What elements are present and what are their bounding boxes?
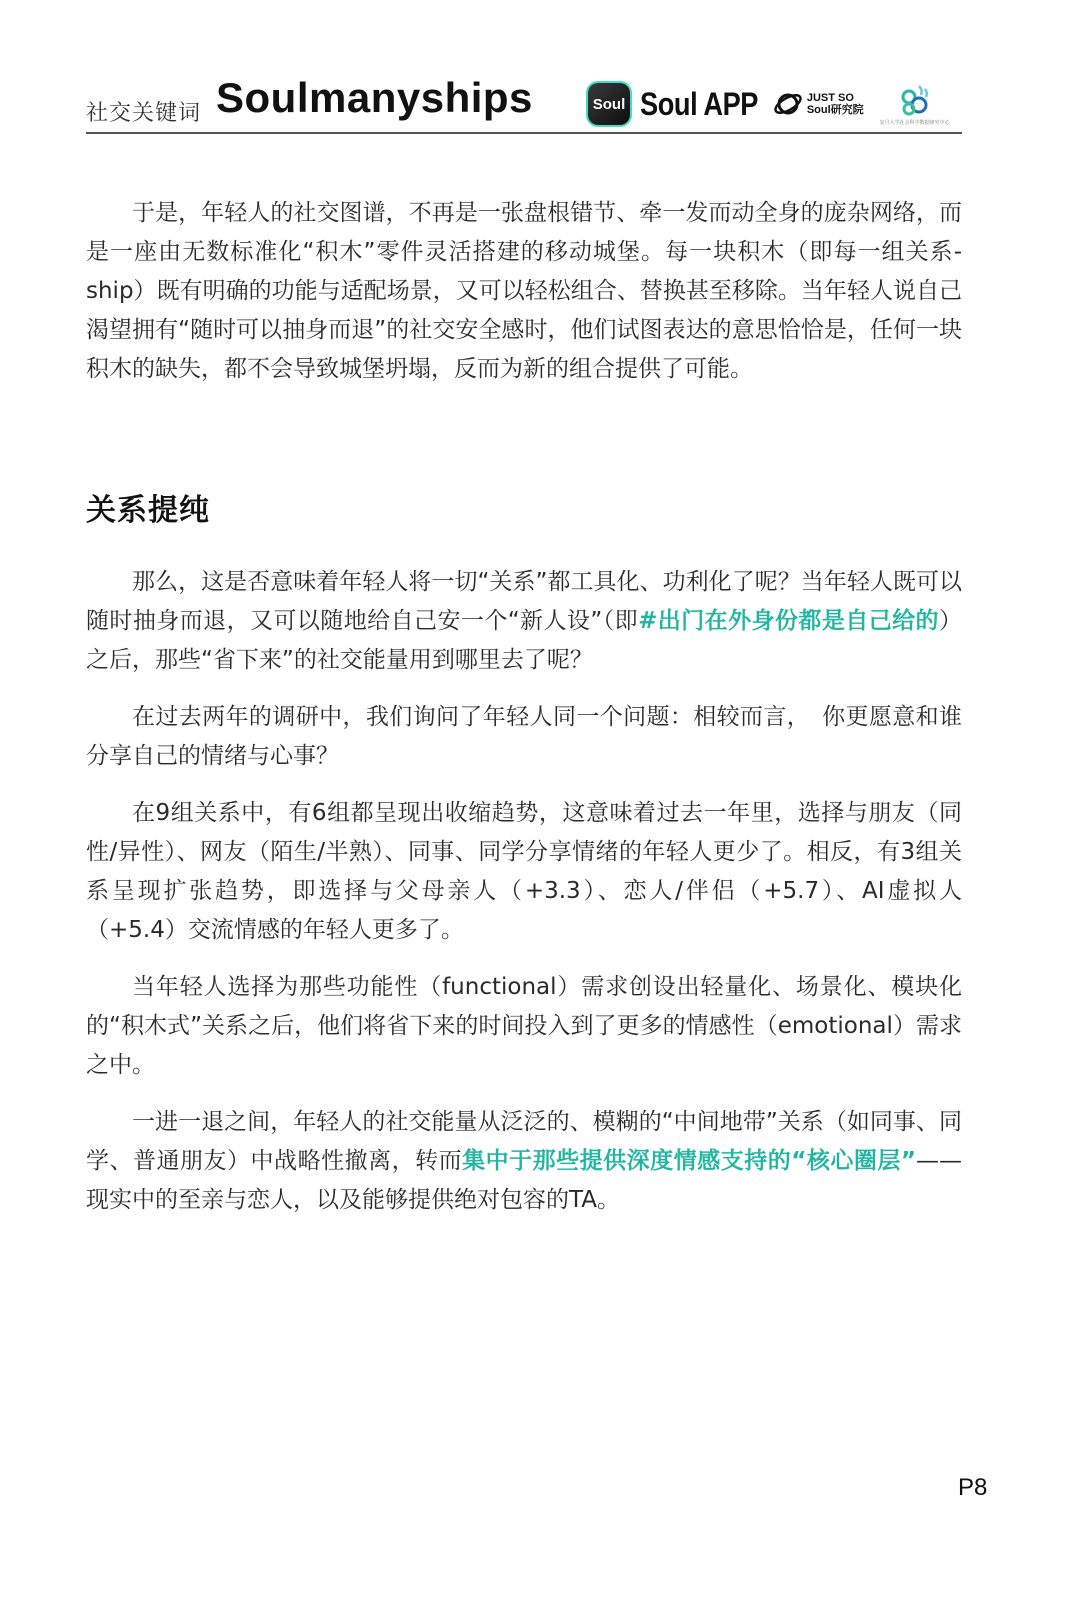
intro-paragraph: 于是，年轻人的社交图谱，不再是一张盘根错节、牵一发而动全身的庞杂网络，而是一座由无数标准化“积木”零件灵活搭建的移动城堡。每一块积木（即每一组关系-ship）既有明确的功能与适配场景，又可以轻松组合、替换甚至移除。当年轻人说自己渴望拥有“随时可以抽身而退”的社交安全感时，他们试图表达的意思恰恰是，任何一块积木的缺失，都不会导致城堡坍塌，反而为新的组合提供了可能。 (86, 200, 962, 382)
soul-app-logo-text: Soul APP (640, 85, 759, 122)
page-header (86, 74, 962, 134)
soul-icon-text: Soul (592, 95, 626, 113)
paragraph-1-text: 那么，这是否意味着年轻人将一切“关系”都工具化、功利化了呢？当年轻人既可以随时抽身而退，又可以随地给自己安一个“新人设”（即 (86, 569, 962, 634)
justso-planet-icon (773, 89, 803, 119)
page-number: P8 (958, 1474, 988, 1501)
partner-logos (588, 80, 950, 128)
soul-app-icon (588, 83, 630, 125)
paragraph-1 (86, 563, 962, 680)
institute-emblem-icon (897, 83, 933, 117)
paragraph-3: 在9组关系中，有6组都呈现出收缩趋势，这意味着过去一年里，选择与朋友（同性/异性）、网友（陌生/半熟）、同事、同学分享情绪的年轻人更少了。相反，有3组关系呈现扩张趋势，即选择与父母亲人（+3.3）、恋人/伴侣（+5.7）、AI虚拟人（+5.4）交流情感的年轻人更多了。 (86, 800, 962, 943)
highlight-core-circle: 集中于那些提供深度情感支持的“核心圈层” (462, 1148, 917, 1174)
paragraph-5 (86, 1103, 962, 1220)
paragraph-1-text-end: ）之后，那些“省下来”的社交能量用到哪里去了呢？ (86, 608, 962, 673)
highlight-hashtag: #出门在外身份都是自己给的 (638, 608, 939, 634)
paragraph-2: 在过去两年的调研中，我们询问了年轻人同一个问题：相较而言， 你更愿意和谁分享自己的情绪与心事？ (86, 704, 962, 769)
justso-logo (773, 89, 864, 119)
justso-text (807, 92, 864, 116)
institute-caption: 复旦大学社会科学数据研究中心 (879, 119, 950, 126)
institute-logo (880, 83, 950, 126)
keyword-title: Soulmanyships (216, 74, 533, 121)
keyword-label: 社交关键词 (86, 101, 202, 126)
paragraph-5-text-end: ——现实中的至亲与恋人，以及能够提供绝对包容的TA。 (86, 1148, 963, 1213)
justso-line2: Soul研究院 (806, 104, 864, 116)
section-heading: 关系提纯 (86, 493, 210, 528)
page-content (86, 194, 962, 1220)
paragraph-5-text: 一进一退之间，年轻人的社交能量从泛泛的、模糊的“中间地带”关系（如同事、同学、普通朋友）中战略性撤离，转而 (86, 1109, 962, 1174)
justso-line1: JUST SO (806, 92, 854, 104)
paragraph-4: 当年轻人选择为那些功能性（functional）需求创设出轻量化、场景化、模块化的“积木式”关系之后，他们将省下来的时间投入到了更多的情感性（emotional）需求之中。 (86, 974, 962, 1078)
